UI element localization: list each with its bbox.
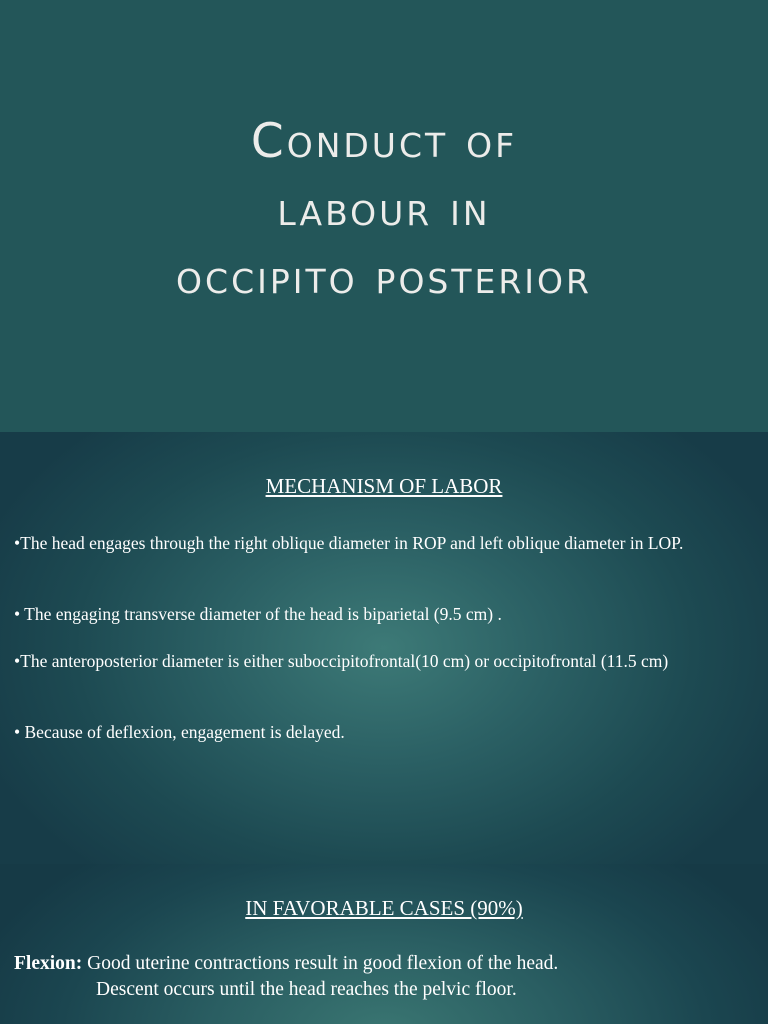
title-line-3: occipito posterior bbox=[176, 250, 592, 305]
title-slide bbox=[0, 0, 768, 432]
flexion-text-1: Good uterine contractions result in good flexion of the head. bbox=[82, 953, 559, 974]
bullet-item: •The head engages through the right oblique diameter in ROP and left oblique diameter in LOP. bbox=[14, 533, 684, 553]
mechanism-heading: MECHANISM OF LABOR bbox=[265, 474, 503, 498]
title-line-1: Conduct of bbox=[250, 114, 518, 169]
favorable-cases-heading: IN FAVORABLE CASES (90%) bbox=[245, 896, 523, 920]
slide-title bbox=[0, 108, 768, 312]
flexion-paragraph bbox=[14, 951, 754, 977]
favorable-cases-slide bbox=[0, 864, 768, 1024]
flexion-label: Flexion: bbox=[14, 953, 83, 974]
title-line-2: labour in bbox=[277, 182, 491, 237]
mechanism-slide bbox=[0, 432, 768, 864]
bullet-item: • Because of deflexion, engagement is delayed. bbox=[14, 722, 345, 742]
bullet-item: • The engaging transverse diameter of the head is biparietal (9.5 cm) . bbox=[14, 604, 502, 624]
bullet-item: •The anteroposterior diameter is either suboccipitofrontal(10 cm) or occipitofrontal (11.5 cm) bbox=[14, 651, 669, 671]
flexion-text-2: Descent occurs until the head reaches the pelvic floor. bbox=[96, 979, 517, 1000]
